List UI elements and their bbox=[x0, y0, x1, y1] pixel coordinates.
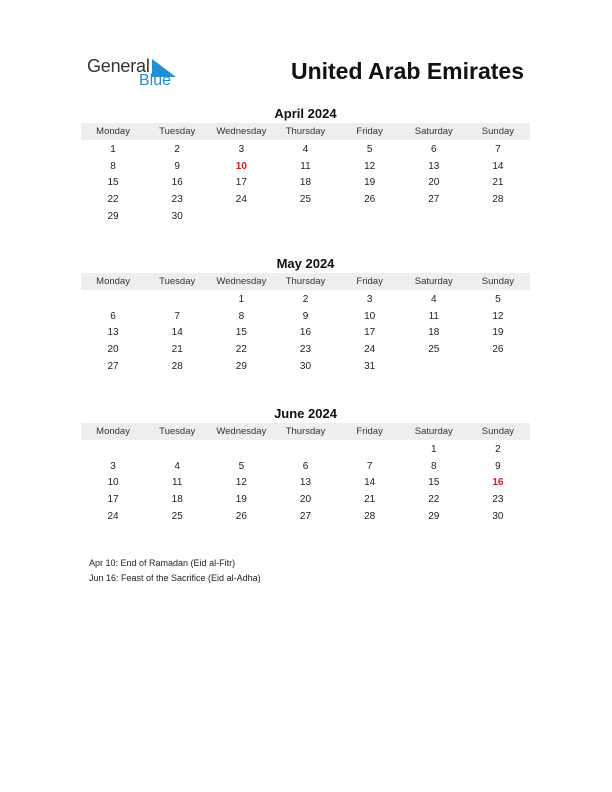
day-cell: 9 bbox=[302, 310, 309, 322]
day-cell: 26 bbox=[235, 510, 247, 522]
empty-day-cell bbox=[273, 442, 337, 459]
day-cell: 15 bbox=[235, 327, 247, 339]
day-cell: 7 bbox=[174, 310, 180, 322]
empty-day-cell bbox=[466, 209, 530, 226]
week-row bbox=[81, 509, 530, 526]
empty-day-cell bbox=[273, 209, 337, 226]
day-cell: 27 bbox=[428, 194, 440, 206]
day-cell: 19 bbox=[235, 494, 247, 506]
empty-day-cell bbox=[145, 442, 209, 459]
day-cell: 17 bbox=[107, 494, 119, 506]
week-row bbox=[81, 475, 530, 492]
day-cell: 17 bbox=[235, 177, 247, 189]
day-cell: 10 bbox=[364, 310, 376, 322]
day-cell: 20 bbox=[299, 494, 312, 506]
month-grid bbox=[81, 442, 530, 525]
month-grid bbox=[81, 142, 530, 225]
empty-day-cell bbox=[209, 209, 273, 226]
day-cell: 13 bbox=[107, 327, 119, 339]
week-row bbox=[81, 159, 530, 176]
day-cell: 22 bbox=[428, 494, 440, 506]
day-cell: 9 bbox=[174, 160, 180, 172]
day-cell: 24 bbox=[235, 194, 247, 206]
day-cell: 9 bbox=[495, 460, 501, 472]
day-cell: 17 bbox=[364, 327, 376, 339]
weekday-friday: Friday bbox=[356, 276, 383, 287]
day-cell: 8 bbox=[238, 310, 245, 322]
day-cell: 5 bbox=[366, 144, 373, 155]
weekday-thursday: Thursday bbox=[285, 126, 326, 137]
week-row bbox=[81, 192, 530, 209]
month-june bbox=[81, 406, 530, 525]
day-cell: 11 bbox=[172, 477, 183, 489]
empty-day-cell bbox=[81, 292, 145, 309]
weekday-saturday: Saturday bbox=[414, 276, 453, 287]
day-cell: 12 bbox=[364, 160, 376, 172]
day-cell: 30 bbox=[492, 510, 504, 522]
day-cell: 1 bbox=[238, 294, 245, 305]
weekday-monday: Monday bbox=[96, 276, 130, 287]
day-cell: 14 bbox=[171, 327, 183, 339]
day-cell: 14 bbox=[364, 477, 376, 489]
day-cell: 3 bbox=[110, 460, 116, 472]
day-cell: 20 bbox=[428, 177, 440, 189]
month-title: April 2024 bbox=[274, 106, 337, 121]
holiday-notes bbox=[89, 556, 261, 585]
day-cell: 8 bbox=[110, 160, 116, 172]
weekday-monday: Monday bbox=[96, 126, 130, 137]
country-title: United Arab Emirates bbox=[290, 58, 524, 84]
day-cell: 25 bbox=[428, 344, 440, 356]
empty-day-cell bbox=[338, 209, 402, 226]
month-april bbox=[81, 106, 530, 225]
weekday-friday: Friday bbox=[356, 126, 383, 137]
holiday-day-cell: 16 bbox=[492, 477, 504, 489]
day-cell: 23 bbox=[299, 344, 312, 356]
week-row bbox=[81, 492, 530, 509]
weekday-wednesday: Wednesday bbox=[216, 126, 267, 137]
day-cell: 26 bbox=[364, 194, 376, 206]
weekday-wednesday: Wednesday bbox=[216, 276, 267, 287]
week-row bbox=[81, 459, 530, 476]
generalblue-logo bbox=[87, 56, 187, 92]
logo-word-blue: Blue bbox=[139, 72, 172, 89]
day-cell: 30 bbox=[299, 360, 312, 372]
day-cell: 5 bbox=[495, 294, 501, 305]
weekday-tuesday: Tuesday bbox=[159, 426, 196, 437]
week-row bbox=[81, 175, 530, 192]
empty-day-cell bbox=[81, 442, 145, 459]
day-cell: 20 bbox=[107, 344, 119, 356]
day-cell: 24 bbox=[107, 510, 119, 522]
day-cell: 28 bbox=[171, 360, 183, 372]
week-row bbox=[81, 142, 530, 159]
weekday-saturday: Saturday bbox=[414, 126, 453, 137]
day-cell: 15 bbox=[107, 177, 119, 189]
day-cell: 22 bbox=[107, 194, 119, 206]
day-cell: 18 bbox=[428, 327, 440, 339]
empty-day-cell bbox=[402, 209, 466, 226]
day-cell: 28 bbox=[492, 194, 504, 206]
day-cell: 29 bbox=[107, 210, 119, 222]
day-cell: 22 bbox=[235, 344, 247, 356]
weekday-sunday: Sunday bbox=[481, 426, 515, 437]
day-cell: 2 bbox=[302, 294, 309, 305]
day-cell: 4 bbox=[302, 144, 309, 155]
day-cell: 21 bbox=[492, 177, 504, 189]
day-cell: 21 bbox=[171, 344, 183, 356]
day-cell: 12 bbox=[492, 310, 504, 322]
day-cell: 16 bbox=[299, 327, 312, 339]
day-cell: 4 bbox=[430, 294, 437, 305]
week-row bbox=[81, 325, 530, 342]
weekday-header bbox=[81, 123, 530, 140]
day-cell: 2 bbox=[174, 144, 180, 155]
day-cell: 15 bbox=[428, 477, 440, 489]
empty-day-cell bbox=[466, 359, 530, 376]
day-cell: 5 bbox=[238, 460, 245, 472]
day-cell: 23 bbox=[171, 194, 183, 206]
day-cell: 19 bbox=[492, 327, 504, 339]
day-cell: 11 bbox=[300, 160, 311, 172]
day-cell: 18 bbox=[299, 177, 312, 189]
day-cell: 26 bbox=[492, 344, 504, 356]
month-may bbox=[81, 256, 530, 375]
day-cell: 27 bbox=[299, 510, 312, 522]
holiday-note: Apr 10: End of Ramadan (Eid al-Fitr) bbox=[89, 558, 236, 568]
week-row bbox=[81, 342, 530, 359]
day-cell: 12 bbox=[235, 477, 247, 489]
day-cell: 19 bbox=[364, 177, 376, 189]
day-cell: 28 bbox=[364, 510, 376, 522]
day-cell: 29 bbox=[235, 360, 247, 372]
weekday-monday: Monday bbox=[96, 426, 130, 437]
weekday-sunday: Sunday bbox=[481, 276, 515, 287]
logo-word-general: General bbox=[87, 56, 150, 76]
day-cell: 14 bbox=[492, 160, 504, 172]
empty-day-cell bbox=[402, 359, 466, 376]
day-cell: 18 bbox=[171, 494, 183, 506]
day-cell: 1 bbox=[110, 144, 116, 155]
day-cell: 13 bbox=[299, 477, 312, 489]
month-grid bbox=[81, 292, 530, 375]
day-cell: 3 bbox=[238, 144, 245, 155]
weekday-tuesday: Tuesday bbox=[159, 126, 196, 137]
day-cell: 13 bbox=[428, 160, 440, 172]
day-cell: 7 bbox=[495, 144, 501, 155]
empty-day-cell bbox=[338, 442, 402, 459]
day-cell: 27 bbox=[107, 360, 119, 372]
day-cell: 11 bbox=[428, 310, 439, 322]
empty-day-cell bbox=[209, 442, 273, 459]
month-title: June 2024 bbox=[274, 406, 337, 421]
day-cell: 10 bbox=[107, 477, 119, 489]
weekday-friday: Friday bbox=[356, 426, 383, 437]
week-row bbox=[81, 292, 530, 309]
day-cell: 6 bbox=[110, 310, 116, 322]
day-cell: 31 bbox=[364, 360, 376, 372]
month-title: May 2024 bbox=[276, 256, 335, 271]
day-cell: 21 bbox=[364, 494, 376, 506]
holiday-note: Jun 16: Feast of the Sacrifice (Eid al-Adha) bbox=[89, 572, 261, 583]
day-cell: 4 bbox=[174, 460, 180, 472]
week-row bbox=[81, 209, 530, 226]
weekday-header bbox=[81, 423, 530, 440]
week-row bbox=[81, 359, 530, 376]
empty-day-cell bbox=[145, 292, 209, 309]
holiday-day-cell: 10 bbox=[235, 160, 247, 172]
weekday-wednesday: Wednesday bbox=[216, 426, 267, 437]
day-cell: 1 bbox=[430, 444, 437, 455]
day-cell: 25 bbox=[171, 510, 183, 522]
weekday-sunday: Sunday bbox=[481, 126, 515, 137]
week-row bbox=[81, 442, 530, 459]
week-row bbox=[81, 309, 530, 326]
day-cell: 23 bbox=[492, 494, 504, 506]
day-cell: 7 bbox=[366, 460, 373, 472]
weekday-header bbox=[81, 273, 530, 290]
day-cell: 25 bbox=[299, 194, 312, 206]
day-cell: 2 bbox=[495, 444, 501, 455]
day-cell: 3 bbox=[366, 294, 373, 305]
day-cell: 24 bbox=[364, 344, 376, 356]
day-cell: 6 bbox=[430, 144, 437, 155]
day-cell: 16 bbox=[171, 177, 183, 189]
weekday-thursday: Thursday bbox=[285, 426, 326, 437]
day-cell: 8 bbox=[430, 460, 437, 472]
weekday-thursday: Thursday bbox=[285, 276, 326, 287]
weekday-tuesday: Tuesday bbox=[159, 276, 196, 287]
day-cell: 29 bbox=[428, 510, 440, 522]
day-cell: 6 bbox=[302, 460, 309, 472]
day-cell: 30 bbox=[171, 210, 183, 222]
weekday-saturday: Saturday bbox=[414, 426, 453, 437]
